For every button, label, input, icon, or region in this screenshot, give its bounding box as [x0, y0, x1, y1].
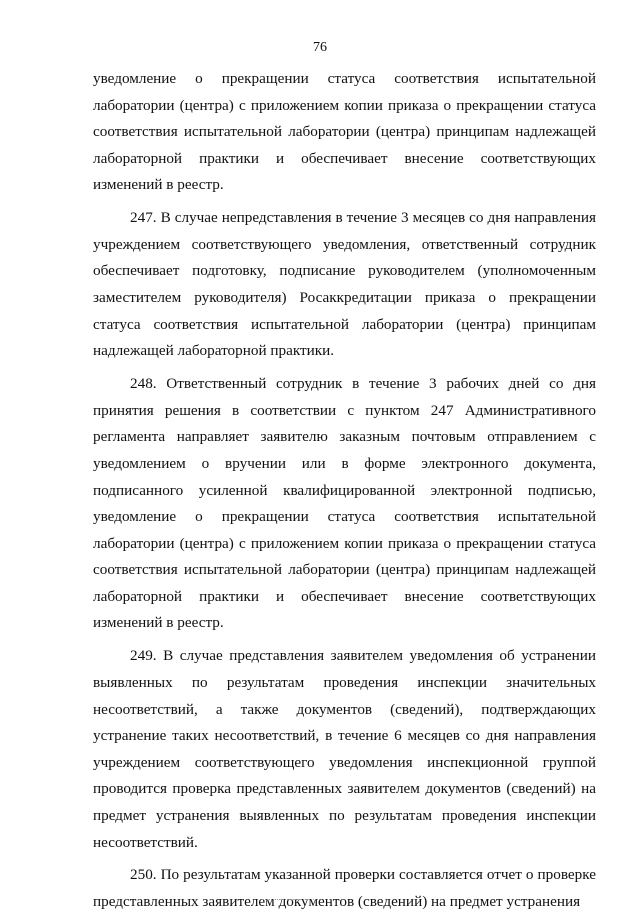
paragraph-247: 247. В случае непредставления в течение 3 месяцев со дня направления учреждением соответствующего уведомления, ответственный сотрудник обеспечивает подготовку, подписание руководителем (уполномоченным заместителем руководителя) Росаккредитации приказа о прекращении статуса соответствия испытательной лаборатории (центра) принципам надлежащей лабораторной практики. [93, 209, 596, 360]
document-body [93, 66, 596, 916]
paragraph-250: 250. По результатам указанной проверки составляется отчет о проверке представленных заявителем документов (сведений) на предмет устранения [93, 866, 596, 910]
page-bottom-mark [262, 899, 332, 902]
paragraph-continuation: уведомление о прекращении статуса соответствия испытательной лаборатории (центра) с приложением копии приказа о прекращении статуса соответствия испытательной лаборатории (центра) принципам надлежащей лабораторной практики и обеспечивает внесение соответствующих изменений в реестр. [93, 70, 596, 194]
paragraph-248: 248. Ответственный сотрудник в течение 3 рабочих дней со дня принятия решения в соответствии с пунктом 247 Административного регламента направляет заявителю заказным почтовым отправлением с уведомлением о вручении или в форме электронного документа, подписанного усиленной квалифицированной электронной подписью, уведомление о прекращении статуса соответствия испытательной лаборатории (центра) с приложением копии приказа о прекращении статуса соответствия испытательной лаборатории (центра) принципам надлежащей лабораторной практики и обеспечивает внесение соответствующих изменений в реестр. [93, 375, 596, 632]
paragraph-249: 249. В случае представления заявителем уведомления об устранении выявленных по результатам проведения инспекции значительных несоответствий, а также документов (сведений), подтверждающих устранение таких несоответствий, в течение 6 месяцев со дня направления учреждением соответствующего уведомления инспекционной группой проводится проверка представленных заявителем документов (сведений) на предмет устранения выявленных по результатам проведения инспекции несоответствий. [93, 647, 596, 851]
page-number: 76 [313, 40, 327, 55]
